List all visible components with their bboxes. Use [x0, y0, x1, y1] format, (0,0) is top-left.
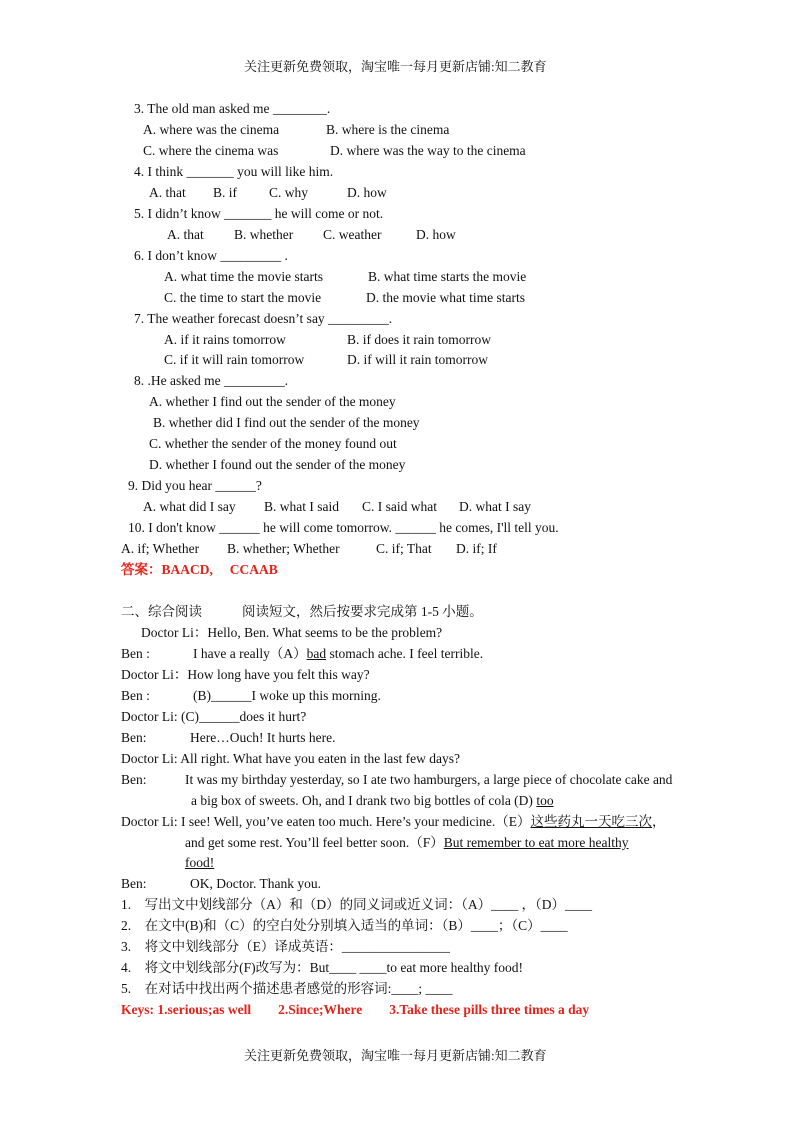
question-6-option-d: D. the movie what time starts [366, 290, 525, 305]
task-item: 5. 在对话中找出两个描述患者感觉的形容词:____; ____ [121, 981, 453, 996]
question-6-option-b: B. what time starts the movie [368, 269, 527, 284]
dialogue-line: It was my birthday yesterday, so I ate two hamburgers, a large piece of chocolate cake and [185, 772, 673, 787]
dialogue-line: OK, Doctor. Thank you. [190, 876, 321, 891]
task-item: 2. 在文中(B)和（C）的空白处分别填入适当的单词：（B）____；（C）____ [121, 918, 568, 933]
question-4-option-a: A. that [149, 185, 186, 200]
section-instruction: 阅读短文，然后按要求完成第 1-5 小题。 [242, 604, 483, 619]
question-7-option-d: D. if will it rain tomorrow [347, 352, 488, 367]
dialogue-line: Here…Ouch! It hurts here. [190, 730, 336, 745]
underlined-phrase-e: 这些药丸一天吃三次 [530, 814, 653, 829]
underlined-word-d: too [536, 793, 554, 808]
section-title: 二、综合阅读 [121, 604, 202, 619]
question-4-option-c: C. why [269, 185, 309, 200]
question-5-option-a: A. that [167, 227, 204, 242]
speaker-label: Ben: [121, 772, 147, 787]
speaker-label: Ben: [121, 730, 147, 745]
question-9-option-c: C. I said what [362, 499, 437, 514]
question-10-option-c: C. if; That [376, 541, 432, 556]
question-8-option-b: B. whether did I find out the sender of the money [153, 415, 420, 430]
task-item: 4. 将文中划线部分(F)改写为：But____ ____to eat more healthy food! [121, 960, 523, 975]
dialogue-text: Doctor Li: I see! Well, you’ve eaten too much. Here’s your medicine.（E） [121, 814, 531, 829]
dialogue-line: (B)______I woke up this morning. [193, 688, 381, 703]
dialogue-line [185, 835, 629, 851]
dialogue-text: stomach ache. I feel terrible. [326, 646, 484, 661]
question-8-option-c: C. whether the sender of the money found out [149, 436, 397, 451]
answer-keys: Keys: 1.serious;as well 2.Since;Where 3.Take these pills three times a day [121, 1002, 590, 1017]
question-4-stem: 4. I think _______ you will like him. [134, 164, 334, 179]
question-10-option-a: A. if; Whether [121, 541, 200, 556]
question-9-option-b: B. what I said [264, 499, 339, 514]
underlined-word-a: bad [306, 646, 327, 661]
question-3-option-b: B. where is the cinema [326, 122, 450, 137]
dialogue-line: Doctor Li：Hello, Ben. What seems to be the problem? [141, 625, 443, 640]
underlined-phrase-f-end: food! [185, 855, 215, 870]
speaker-label: Ben: [121, 876, 147, 891]
dialogue-line [191, 793, 554, 809]
question-9-option-a: A. what did I say [143, 499, 236, 514]
question-10-stem: 10. I don't know ______ he will come tomorrow. ______ he comes, I'll tell you. [128, 520, 559, 535]
task-item: 3. 将文中划线部分（E）译成英语：________________ [121, 939, 450, 954]
page-footer: 关注更新免费领取，淘宝唯一每月更新店铺:知二教育 [244, 1048, 547, 1063]
page-header: 关注更新免费领取，淘宝唯一每月更新店铺:知二教育 [244, 59, 547, 74]
question-7-option-c: C. if it will rain tomorrow [164, 352, 305, 367]
question-3-stem: 3. The old man asked me ________. [134, 101, 331, 116]
question-8-option-d: D. whether I found out the sender of the money [149, 457, 406, 472]
speaker-label: Ben : [121, 646, 150, 661]
question-3-option-a: A. where was the cinema [143, 122, 280, 137]
dialogue-line [193, 646, 483, 662]
dialogue-text: and get some rest. You’ll feel better soon.（F） [185, 835, 444, 850]
question-3-option-c: C. where the cinema was [143, 143, 279, 158]
question-9-stem: 9. Did you hear ______? [128, 478, 262, 493]
question-5-option-c: C. weather [323, 227, 382, 242]
question-5-option-d: D. how [416, 227, 456, 242]
dialogue-line: Doctor Li：How long have you felt this way? [121, 667, 370, 682]
question-9-option-d: D. what I say [459, 499, 531, 514]
underlined-phrase-f: But remember to eat more healthy [443, 835, 629, 850]
question-8-stem: 8. .He asked me _________. [134, 373, 289, 388]
question-10-option-b: B. whether; Whether [227, 541, 340, 556]
comma: ， [652, 814, 666, 829]
dialogue-text: a big box of sweets. Oh, and I drank two big bottles of cola (D) [191, 793, 537, 808]
question-6-stem: 6. I don’t know _________ . [134, 248, 288, 263]
answer-key: 答案：BAACD, CCAAB [121, 562, 278, 577]
question-7-option-b: B. if does it rain tomorrow [347, 332, 491, 347]
task-item: 1. 写出文中划线部分（A）和（D）的同义词或近义词：（A）____ ，（D）____ [121, 897, 592, 912]
question-8-option-a: A. whether I find out the sender of the money [149, 394, 396, 409]
question-6-option-a: A. what time the movie starts [164, 269, 323, 284]
question-4-option-b: B. if [213, 185, 238, 200]
question-7-stem: 7. The weather forecast doesn’t say _________. [134, 311, 393, 326]
question-5-option-b: B. whether [234, 227, 294, 242]
question-4-option-d: D. how [347, 185, 387, 200]
dialogue-line [121, 814, 666, 830]
dialogue-line: Doctor Li: (C)______does it hurt? [121, 709, 307, 724]
question-3-option-d: D. where was the way to the cinema [330, 143, 526, 158]
speaker-label: Ben : [121, 688, 150, 703]
question-10-option-d: D. if; If [456, 541, 497, 556]
question-7-option-a: A. if it rains tomorrow [164, 332, 286, 347]
dialogue-text: I have a really（A） [193, 646, 307, 661]
question-6-option-c: C. the time to start the movie [164, 290, 322, 305]
dialogue-line [185, 855, 214, 871]
question-5-stem: 5. I didn’t know _______ he will come or not. [134, 206, 384, 221]
dialogue-line: Doctor Li: All right. What have you eaten in the last few days? [121, 751, 461, 766]
